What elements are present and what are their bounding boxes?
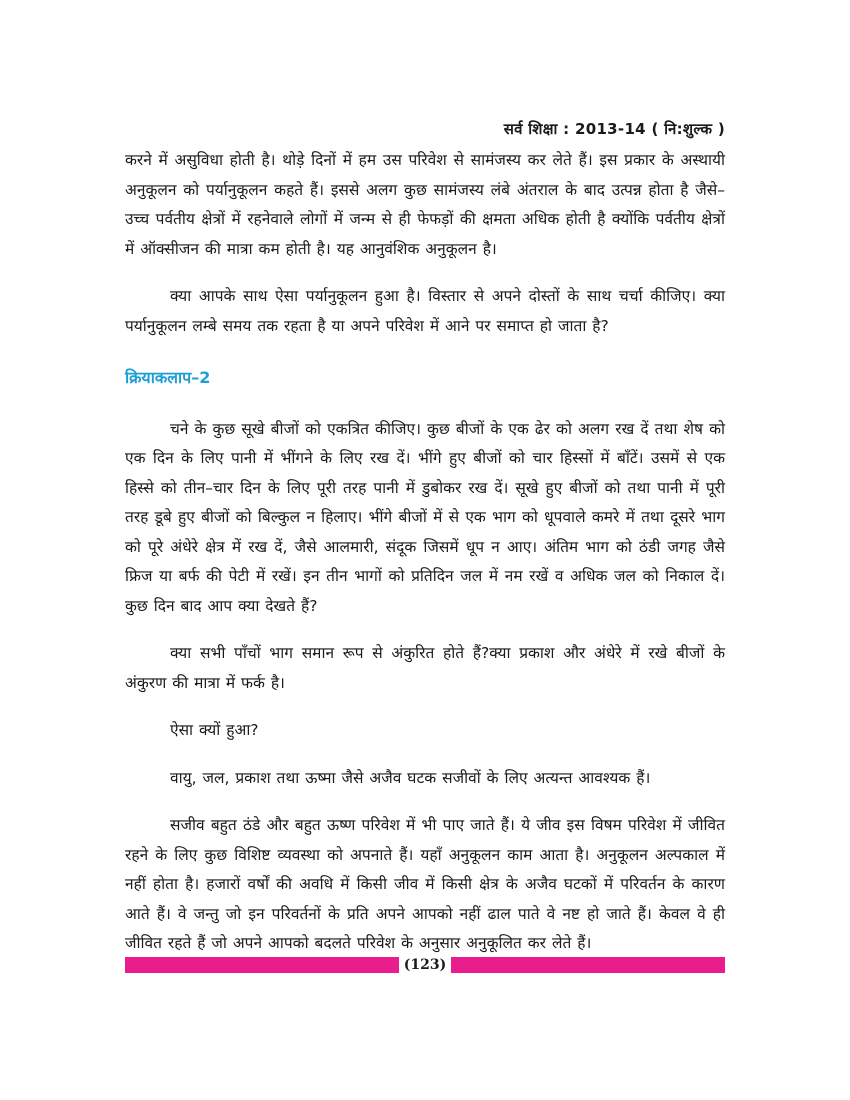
footer-bar-left	[125, 957, 399, 973]
paragraph-abiotic: वायु, जल, प्रकाश तथा ऊष्मा जैसे अजैव घटक सजीवों के लिए अत्यन्त आवश्यक हैं।	[170, 768, 651, 787]
paragraph-activity: चने के कुछ सूखे बीजों को एकत्रित कीजिए। कुछ बीजों के एक ढेर को अलग रख दें तथा शेष को एक दिन के लिए पानी में भींगने के लिए रख दें। भींगे हुए बीजों को चार हिस्सों में बाँटें। उसमें से एक हिस्से को तीन–चार दिन के लिए पूरी तरह पानी में डुबोकर रख दें। सूखे हुए बीजों को तथा पानी में पूरी तरह डूबे हुए बीजों को बिल्कुल न हिलाए। भींगे बीजों में से एक भाग को धूपवाले कमरे में तथा दूसरे भाग को पूरे अंधेरे क्षेत्र में रख दें, जैसे आलमारी, संदूक जिसमें धूप न आए। अंतिम भाग को ठंडी जगह जैसे फ्रिज या बर्फ की पेटी में रखें। इन तीन भागों को प्रतिदिन जल में नम रखें व अधिक जल को निकाल दें। कुछ दिन बाद आप क्या देखते हैं?	[125, 419, 725, 615]
page-number: (123)	[403, 957, 447, 973]
activity-heading: क्रियाकलाप–2	[125, 368, 211, 387]
paragraph-continuation: करने में असुविधा होती है। थोड़े दिनों में हम उस परिवेश से सामंजस्य कर लेते हैं। इस प्रकार के अस्थायी अनुकूलन को पर्यानुकूलन कहते हैं। इससे अलग कुछ सामंजस्य लंबे अंतराल के बाद उत्पन्न होता है जैसे– उच्च पर्वतीय क्षेत्रों में रहनेवाले लोगों में जन्म से ही फेफड़ों की क्षमता अधिक होती है क्योंकि पर्वतीय क्षेत्रों में ऑक्सीजन की मात्रा कम होती है। यह आनुवंशिक अनुकूलन है।	[125, 151, 725, 258]
page-footer	[125, 956, 725, 974]
paragraph-question: क्या आपके साथ ऐसा पर्यानुकूलन हुआ है। विस्तार से अपने दोस्तों के साथ चर्चा कीजिए। क्या पर्यानुकूलन लम्बे समय तक रहता है या अपने परिवेश में आने पर समाप्त हो जाता है?	[125, 287, 725, 335]
paragraph-germination-question: क्या सभी पाँचों भाग समान रूप से अंकुरित होते हैं?क्या प्रकाश और अंधेरे में रखे बीजों के अंकुरण की मात्रा में फर्क है।	[125, 644, 725, 692]
running-header: सर्व शिक्षा : 2013-14 ( नि:शुल्क )	[503, 120, 725, 138]
footer-bar-right	[451, 957, 725, 973]
page-body	[125, 146, 725, 959]
paragraph-why: ऐसा क्यों हुआ?	[170, 721, 259, 739]
paragraph-adaptation: सजीव बहुत ठंडे और बहुत ऊष्ण परिवेश में भी पाए जाते हैं। ये जीव इस विषम परिवेश में जीवित रहने के लिए कुछ विशिष्ट व्यवस्था को अपनाते हैं। यहाँ अनुकूलन काम आता है। अनुकूलन अल्पकाल में नहीं होता है। हजारों वर्षों की अवधि में किसी जीव में किसी क्षेत्र के अजैव घटकों में परिवर्तन के कारण आते हैं। वे जन्तु जो इन परिवर्तनों के प्रति अपने आपको नहीं ढाल पाते वे नष्ट हो जाते हैं। केवल वे ही जीवित रहते हैं जो अपने आपको बदलते परिवेश के अनुसार अनुकूलित कर लेते हैं।	[125, 816, 725, 952]
